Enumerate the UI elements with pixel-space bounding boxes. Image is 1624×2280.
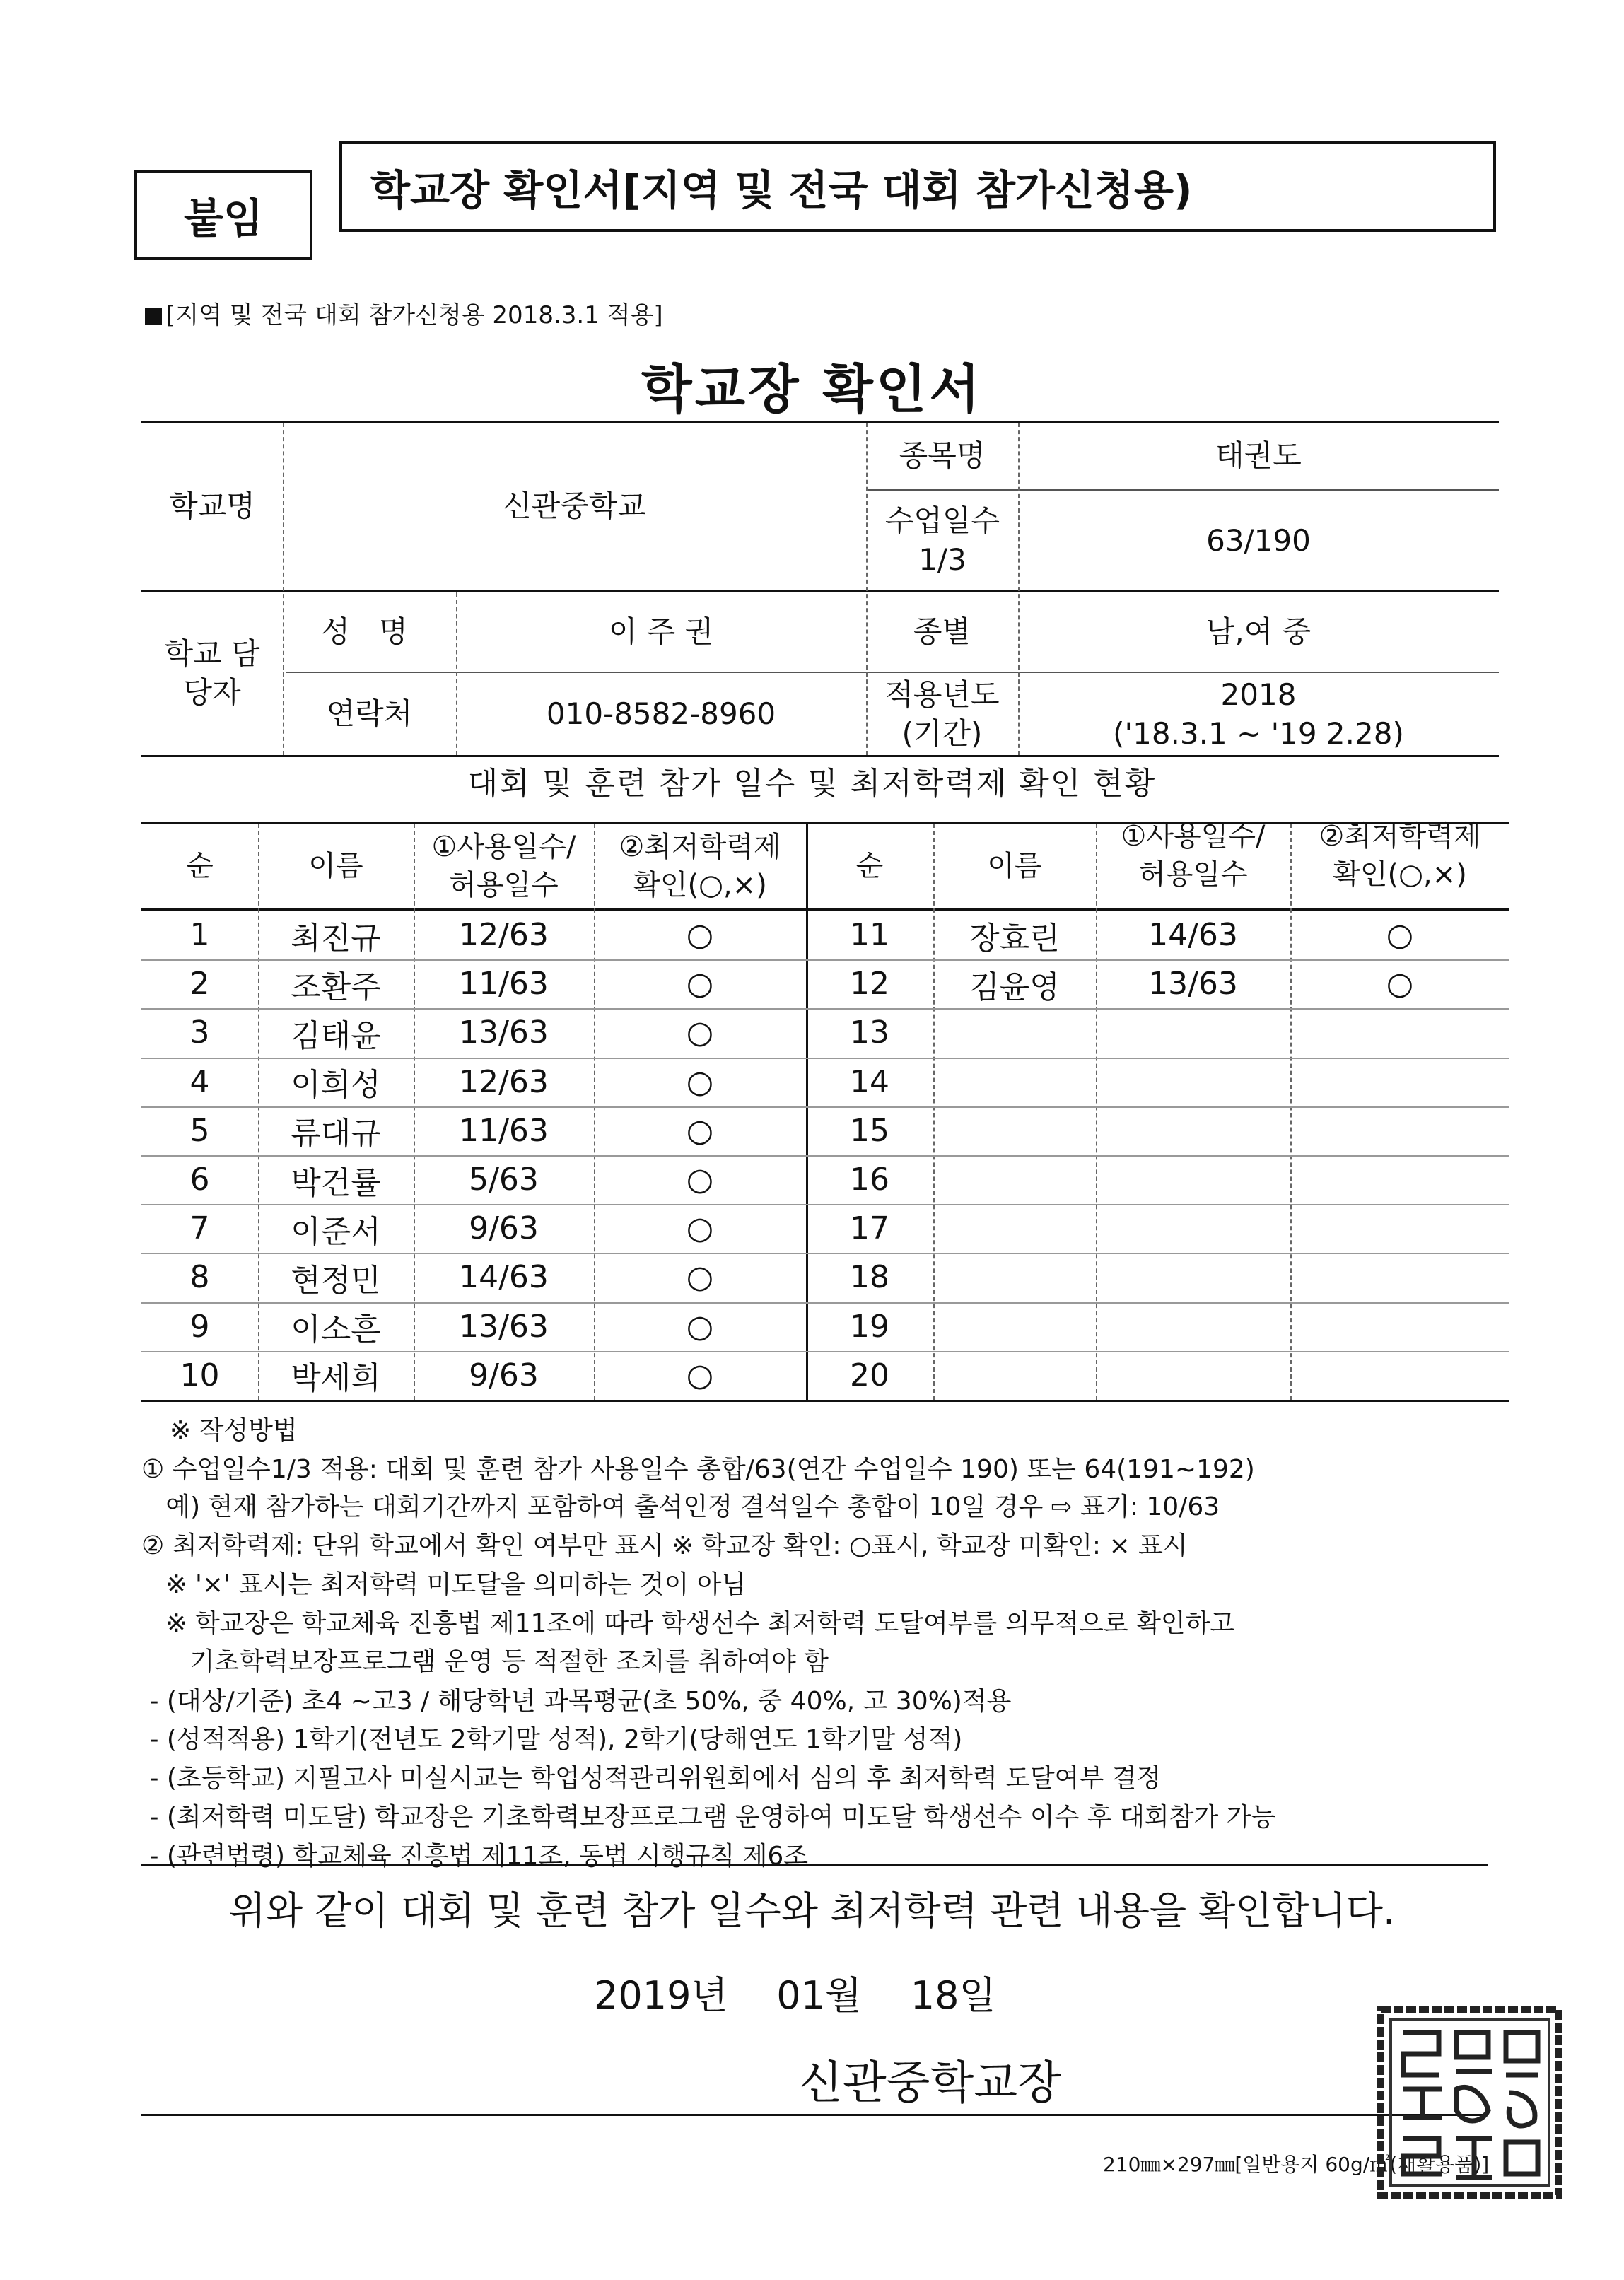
method-line: ① 수업일수1/3 적용: 대회 및 훈련 참가 사용일수 총합/63(연간 수업일수 190) 또는 64(191~192) [141,1455,1255,1484]
cell-days [1096,1058,1290,1106]
cell-no: 17 [850,1210,889,1247]
period-value: ('18.3.1 ~ '19 2.28) [1113,715,1404,751]
cell-days: 13/63 [459,1015,549,1051]
cell-name: 장효린 [969,920,1060,957]
cell-check [1290,1302,1509,1351]
contact-value: 010-8582-8960 [546,696,776,732]
method-line: - (최저학력 미도달) 학교장은 기초학력보장프로그램 운영하여 미도달 학생선수 이수 후 대회참가 가능 [141,1803,1276,1832]
cell-days: 14/63 [459,1259,549,1296]
cell-name [933,1253,1096,1302]
cell-days: 11/63 [459,1112,549,1149]
cell-check: ○ [1386,917,1414,954]
method-line: ※ 작성방법 [170,1416,298,1445]
class-days-label: 수업일수 1/3 [884,503,1000,577]
cell-name [933,1302,1096,1351]
sport-value: 태권도 [1215,438,1302,473]
col-header-name-2: 이름 [987,850,1042,882]
method-line: - (초등학교) 지필고사 미실시교는 학업성적관리위원회에서 심의 후 최저학력 도달여부 결정 [141,1764,1162,1793]
cell-name [933,1058,1096,1106]
cell-days: 14/63 [1148,917,1238,954]
cell-no: 16 [850,1162,889,1198]
cell-no: 4 [189,1063,210,1100]
cell-name: 이준서 [291,1213,381,1250]
cell-name: 최진규 [291,920,381,957]
cell-no: 10 [180,1357,220,1393]
col-header-days-2: ①사용일수/ 허용일수 [1121,820,1266,891]
school-name: 신관중학교 [503,489,646,524]
cell-name: 이소흔 [291,1311,381,1348]
cell-days: 9/63 [469,1210,539,1247]
cell-check [1290,1253,1509,1302]
cell-check: ○ [686,1357,714,1393]
cell-days: 11/63 [459,966,549,1002]
cell-days: 13/63 [459,1308,549,1345]
year-label: 적용년도 (기간) [884,677,1000,751]
cell-days [1096,1106,1290,1155]
cell-check: ○ [686,1210,714,1247]
cell-check [1290,1155,1509,1204]
cell-no: 9 [189,1308,210,1345]
cell-days [1096,1351,1290,1400]
cell-check: ○ [686,1112,714,1149]
issue-date: 2019년 01월 18일 [594,1973,996,2018]
header-title [339,141,1496,232]
person-name-label: 성 명 [321,614,418,649]
cell-name: 류대규 [291,1116,381,1152]
contact-label: 연락처 [326,696,413,732]
cell-check: ○ [686,966,714,1002]
cell-days [1096,1302,1290,1351]
cell-no: 2 [189,966,210,1002]
cell-no: 1 [189,917,210,954]
cell-days: 5/63 [469,1162,539,1198]
cell-no: 5 [189,1112,210,1149]
cell-name [933,1204,1096,1253]
cell-no: 6 [189,1162,210,1198]
staff-label: 학교 담당자 [164,636,260,710]
confirmation-text: 위와 같이 대회 및 훈련 참가 일수와 최저학력 관련 내용을 확인합니다. [228,1888,1396,1933]
cell-no: 19 [850,1308,889,1345]
method-line: ※ 학교장은 학교체육 진흥법 제11조에 따라 학생선수 최저학력 도달여부를 의무적으로 확인하고 [141,1609,1235,1638]
category-value: 남,여 중 [1205,614,1312,649]
method-line: ② 최저학력제: 단위 학교에서 확인 여부만 표시 ※ 학교장 확인: ○표시, 학교장 미확인: × 표시 [141,1531,1188,1560]
cell-days: 13/63 [1148,966,1238,1002]
cell-check: ○ [686,917,714,954]
cell-name: 현정민 [291,1262,381,1299]
cell-no: 15 [850,1112,889,1149]
cell-days [1096,1253,1290,1302]
cell-no: 12 [850,966,889,1002]
col-header-days: ①사용일수/ 허용일수 [431,831,576,901]
cell-name: 조환주 [291,969,381,1005]
cell-name [933,1106,1096,1155]
cell-name: 이희성 [291,1067,381,1104]
cell-check [1290,1204,1509,1253]
cell-no: 3 [189,1015,210,1051]
class-days-value: 63/190 [1206,522,1311,558]
cell-days [1096,1008,1290,1057]
cell-no: 8 [189,1259,210,1296]
attachment-label: 붙임 [134,170,312,260]
cell-no: 7 [189,1210,210,1247]
cell-no: 14 [850,1063,889,1100]
cell-no: 13 [850,1015,889,1051]
cell-check: ○ [1386,966,1414,1002]
col-header-no: 순 [186,850,214,882]
method-line: - (관련법령) 학교체육 진흥법 제11조, 동법 시행규칙 제6조 [141,1842,809,1871]
cell-check [1290,1008,1509,1057]
cell-days: 12/63 [459,917,549,954]
cell-days [1096,1155,1290,1204]
cell-no: 18 [850,1259,889,1296]
col-header-name: 이름 [308,850,363,882]
cell-name [933,1008,1096,1057]
col-header-check: ②최저학력제 확인(○,×) [619,831,781,901]
cell-check [1290,1058,1509,1106]
col-header-check-2: ②최저학력제 확인(○,×) [1319,820,1481,891]
cell-check: ○ [686,1162,714,1198]
method-line: 예) 현재 참가하는 대회기간까지 포함하여 출석인정 결석일수 총합이 10일 경우 ⇨ 표기: 10/63 [141,1492,1220,1521]
method-line: - (성적적용) 1학기(전년도 2학기말 성적), 2학기(당해연도 1학기말 성적) [141,1725,963,1754]
cell-check: ○ [686,1063,714,1100]
cell-check: ○ [686,1308,714,1345]
method-line: 기초학력보장프로그램 운영 등 적절한 조치를 취하여야 함 [141,1647,829,1676]
school-seal-stamp [1375,2004,1565,2201]
section-title: 대회 및 훈련 참가 일수 및 최저학력제 확인 현황 [467,766,1157,802]
footer-note: 210㎜×297㎜[일반용지 60g/㎡(재활용품)] [1103,2153,1490,2176]
cell-no: 20 [850,1357,889,1393]
school-name-label: 학교명 [169,489,255,524]
category-label: 종별 [913,614,971,649]
sport-label: 종목명 [899,438,986,473]
method-line: - (대상/기준) 초4 ~고3 / 해당학년 과목평균(초 50%, 중 40%, 고 30%)적용 [141,1687,1012,1716]
cell-check [1290,1106,1509,1155]
cell-days: 9/63 [469,1357,539,1393]
year-cell [1018,674,1499,755]
top-note [145,296,663,330]
cell-name [933,1351,1096,1400]
col-header-no-2: 순 [855,850,884,882]
cell-days [1096,1204,1290,1253]
principal-name: 신관중학교장 [799,2057,1061,2110]
cell-no: 11 [850,917,889,954]
cell-check: ○ [686,1259,714,1296]
cell-name: 박세희 [291,1360,381,1397]
main-title: 학교장 확인서 [641,359,983,420]
cell-name: 김태윤 [291,1017,381,1054]
year-value: 2018 [1220,677,1297,712]
person-name: 이 주 권 [608,614,714,649]
top-note-text: [지역 및 전국 대회 참가신청용 2018.3.1 적용] [166,301,663,329]
cell-name: 김윤영 [969,969,1060,1005]
method-line: ※ '×' 표시는 최저학력 미도달을 의미하는 것이 아님 [141,1570,747,1599]
cell-name: 박건률 [291,1164,381,1201]
cell-check: ○ [686,1015,714,1051]
header-title-text: 학교장 확인서[지역 및 전국 대회 참가신청용) [370,166,1193,214]
cell-name [933,1155,1096,1204]
cell-check [1290,1351,1509,1400]
square-bullet-icon [145,308,162,325]
cell-days: 12/63 [459,1063,549,1100]
